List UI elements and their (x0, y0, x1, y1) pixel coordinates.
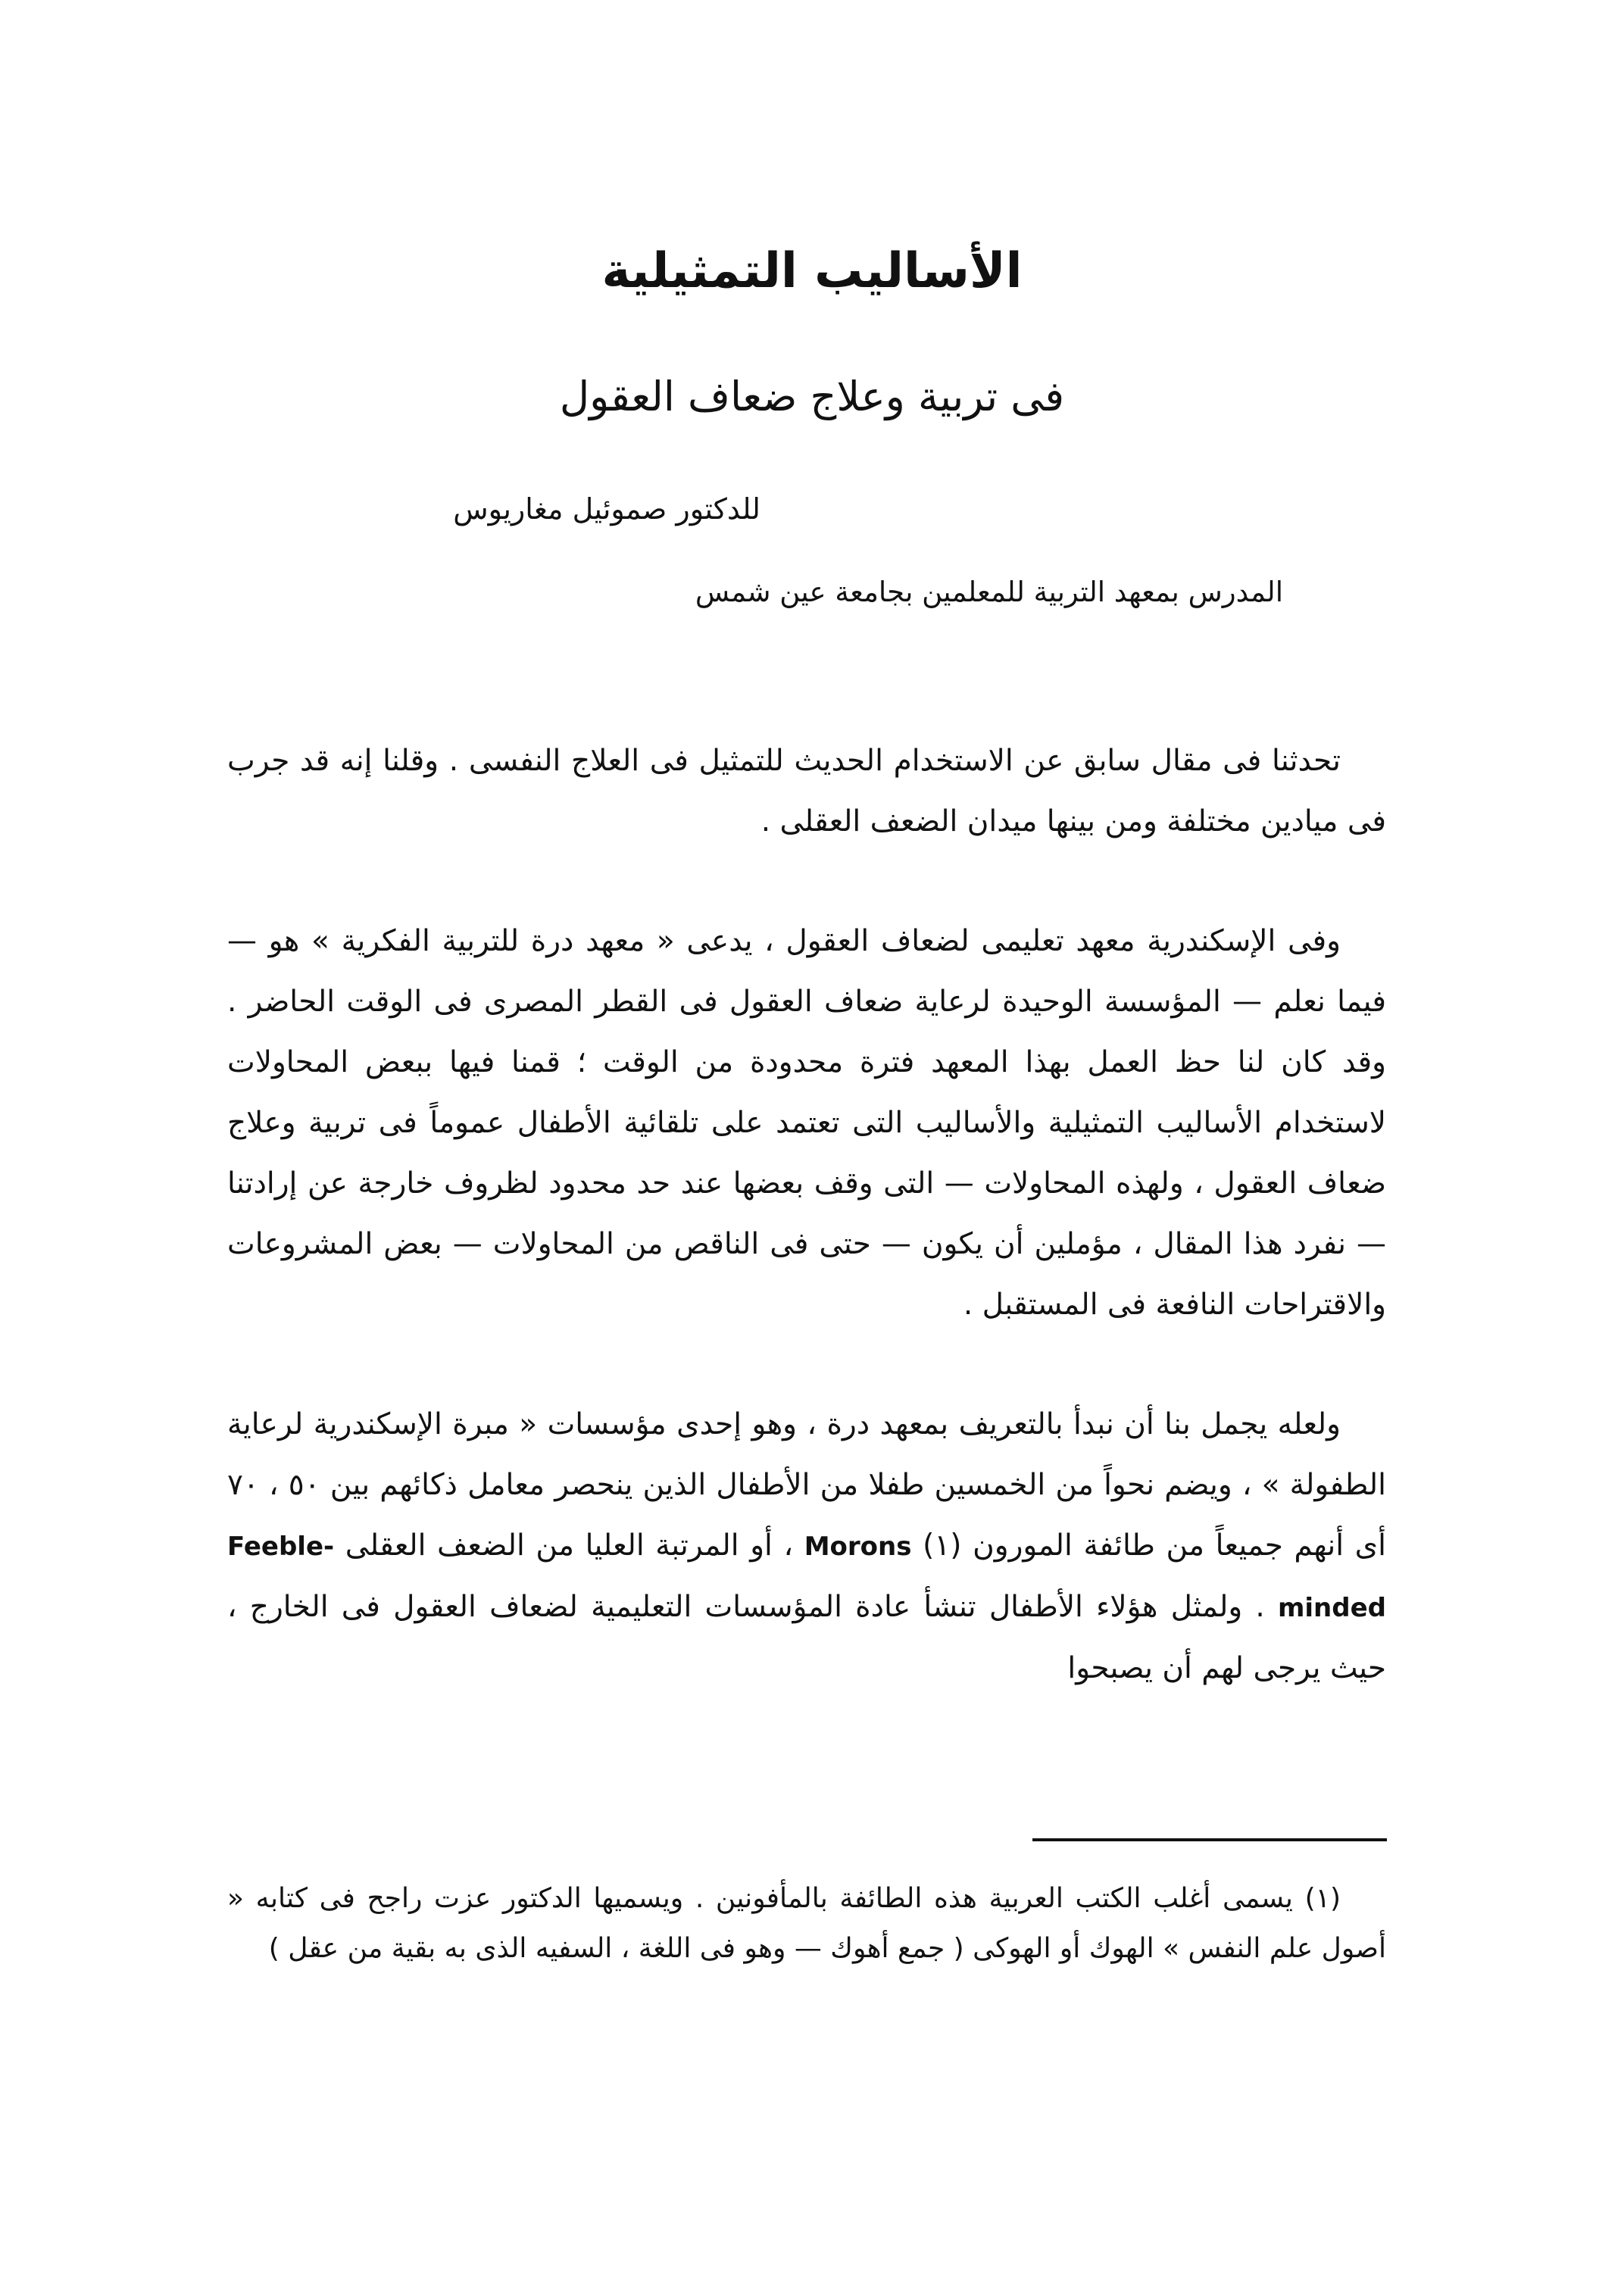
paragraph-3-tail: . ولمثل هؤلاء الأطفال تنشأ عادة المؤسسات التعليمية لضعاف العقول فى الخارج ، حيث يرجى لهم أن يصبحوا (227, 1590, 1386, 1685)
article-subtitle: فى تربية وعلاج ضعاف العقول (559, 373, 1065, 420)
footnote (227, 1874, 1386, 1974)
paragraph-1: تحدثنا فى مقال سابق عن الاستخدام الحديث للتمثيل فى العلاج النفسى . وقلنا إنه قد جرب فى ميادين مختلفة ومن بينها ميدان الضعف العقلى . (227, 744, 1386, 838)
term-feeble-minded: Feeble-minded (227, 1532, 1386, 1623)
author-line: للدكتور صموئيل مغاريوس (453, 492, 760, 526)
paragraph-3 (227, 1394, 1386, 1699)
footnote-text: (١) يسمى أغلب الكتب العربية هذه الطائفة بالمأفونين . ويسميها الدكتور عزت راجح فى كتابه « أصول علم النفس » الهوك أو الهوكى ( جمع أهوك — وهو فى اللغة ، السفيه الذى به بقية من عقل ) (227, 1883, 1386, 1964)
footnote-reference: (١) (923, 1529, 962, 1563)
article-body (227, 731, 1386, 1758)
author-affiliation: المدرس بمعهد التربية للمعلمين بجامعة عين شمس (695, 576, 1283, 608)
article-title: الأساليب التمثيلية (601, 243, 1023, 299)
footnote-divider (1032, 1838, 1387, 1841)
term-morons: Morons (804, 1532, 912, 1562)
paragraph-3-lead: ولعله يجمل بنا أن نبدأ بالتعريف بمعهد درة ، وهو إحدى مؤسسات « مبرة الإسكندرية لرعاية الطفولة » ، ويضم نحواً من الخمسين طفلا من الأطفال الذين ينحصر معامل ذكائهم بين ٥٠ ، ٧٠ أى أنهم جميعاً من طائفة المورون (227, 1407, 1387, 1563)
paragraph-2: وفى الإسكندرية معهد تعليمى لضعاف العقول ، يدعى « معهد درة للتربية الفكرية » هو — فيما نعلم — المؤسسة الوحيدة لرعاية ضعاف العقول فى القطر المصرى فى الوقت الحاضر . وقد كان لنا حظ العمل بهذا المعهد فترة محدودة من الوقت ؛ قمنا فيها ببعض المحاولات لاستخدام الأساليب التمثيلية والأساليب التى تعتمد على تلقائية الأطفال عموماً فى تربية وعلاج ضعاف العقول ، ولهذه المحاولات — التى وقف بعضها عند حد محدود لظروف خارجة عن إرادتنا — نفرد هذا المقال ، مؤملين أن يكون — حتى فى الناقص من المحاولات — بعض المشروعات والاقتراحات النافعة فى المستقبل . (227, 924, 1386, 1322)
paragraph-3-middle: ، أو المرتبة العليا من الضعف العقلى (345, 1529, 794, 1563)
